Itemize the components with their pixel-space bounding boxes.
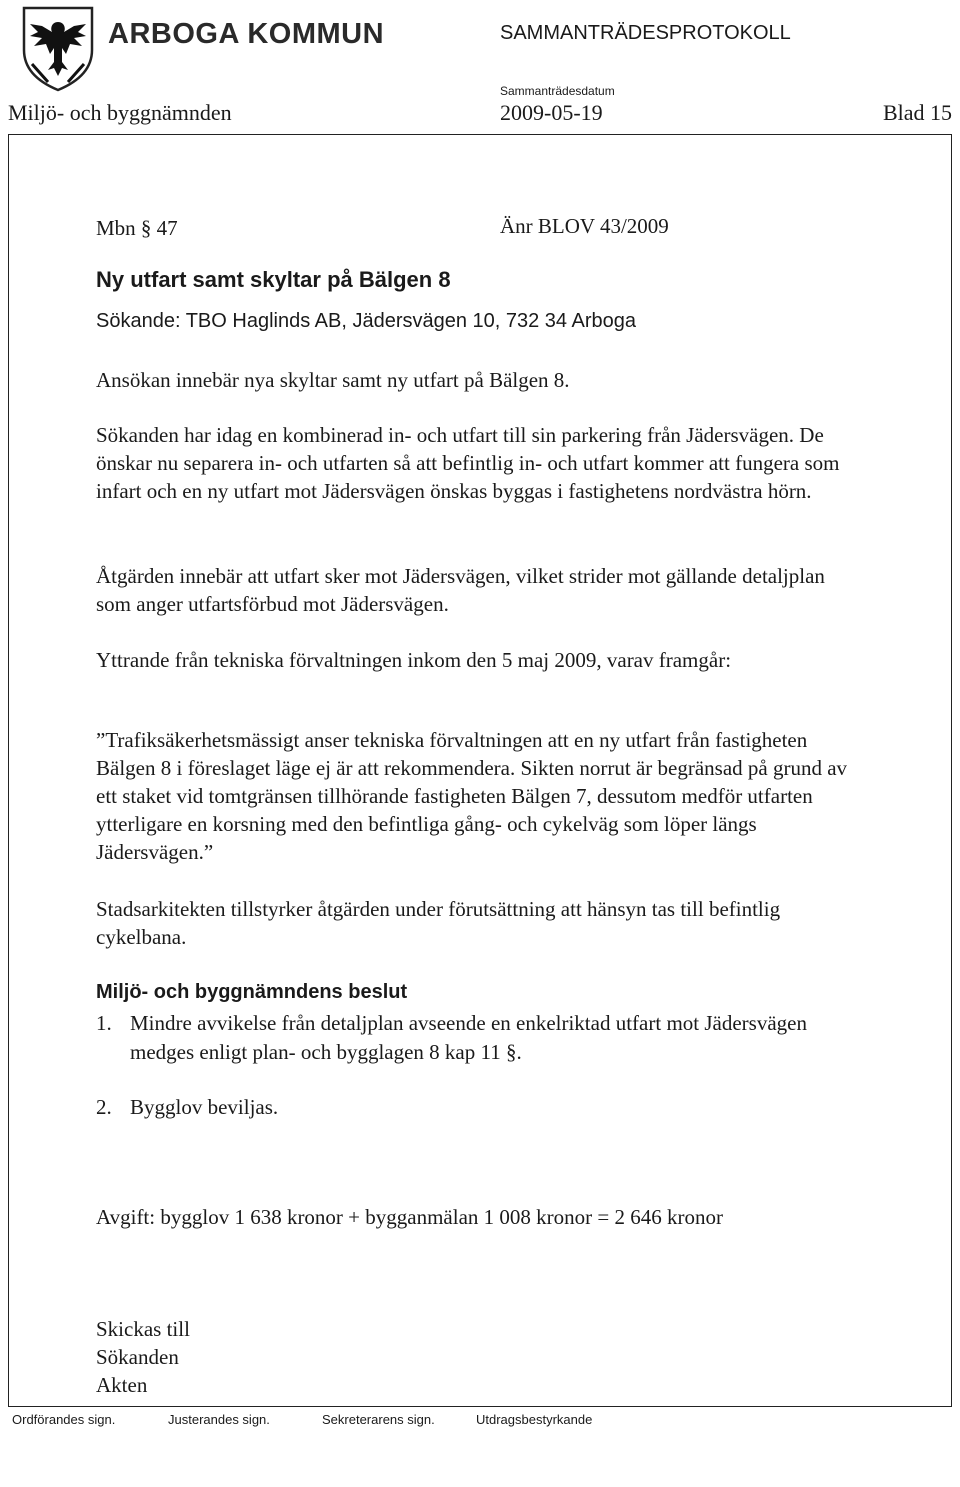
decision-item-text: Bygglov beviljas. — [130, 1095, 279, 1119]
decision-item-number: 2. — [96, 1095, 112, 1119]
fee-line: Avgift: bygglov 1 638 kronor + bygganmälan 1 008 kronor = 2 646 kronor — [96, 1205, 723, 1229]
decision-item-number: 1. — [96, 1011, 112, 1035]
decision-heading: Miljö- och byggnämndens beslut — [96, 981, 408, 1003]
signature-chair: Ordförandes sign. — [12, 1412, 116, 1427]
paragraph-plan-conflict: Åtgärden innebär att utfart sker mot Jädersvägen, vilket strider mot gällande detaljplan som anger utfartsförbud mot Jädersvägen. — [96, 564, 825, 616]
paragraph-statement-intro: Yttrande från tekniska förvaltningen inkom den 5 maj 2009, varav framgår: — [96, 648, 732, 672]
sheet-number: Blad 15 — [882, 100, 952, 125]
item-title: Ny utfart samt skyltar på Bälgen 8 — [96, 267, 451, 292]
applicant: Sökande: TBO Haglinds AB, Jädersvägen 10, 732 34 Arboga — [96, 310, 636, 332]
distribution-recipient: Sökanden — [96, 1345, 179, 1369]
distribution-label: Skickas till — [96, 1317, 190, 1341]
paragraph-reference: Mbn § 47 — [96, 216, 178, 240]
meeting-date: 2009-05-19 — [500, 100, 603, 125]
decision-item-text: Mindre avvikelse från detaljplan avseende en enkelriktad utfart mot Jädersvägen medges enligt plan- och bygglagen 8 kap 11 §. — [130, 1011, 807, 1064]
paragraph-background: Sökanden har idag en kombinerad in- och utfart till sin parkering från Jädersvägen. De önskar nu separera in- och utfarten så att befintlig in- och utfart kommer att fungera som infart och en ny utfart mot Jädersvägen önskas byggas i fastighetens nordvästra hörn. — [96, 423, 840, 503]
signature-secretary: Sekreterarens sign. — [322, 1412, 435, 1427]
decision-item — [96, 1093, 856, 1122]
distribution-recipient: Akten — [96, 1373, 148, 1397]
signature-adjuster: Justerandes sign. — [168, 1412, 270, 1427]
paragraph-architect: Stadsarkitekten tillstyrker åtgärden under förutsättning att hänsyn tas till befintlig cykelbana. — [96, 897, 781, 949]
decision-item — [96, 1009, 856, 1067]
municipality-name: ARBOGA KOMMUN — [108, 18, 385, 50]
signature-certification: Utdragsbestyrkande — [476, 1412, 593, 1427]
case-number: Änr BLOV 43/2009 — [500, 214, 669, 238]
arboga-coat-of-arms-logo — [18, 4, 98, 92]
paragraph-application: Ansökan innebär nya skyltar samt ny utfart på Bälgen 8. — [96, 368, 570, 392]
document-type: SAMMANTRÄDESPROTOKOLL — [500, 22, 791, 44]
committee-name: Miljö- och byggnämnden — [8, 100, 232, 125]
paragraph-statement-quote: ”Trafiksäkerhetsmässigt anser tekniska förvaltningen att en ny utfart från fastigheten Bälgen 8 i föreslaget läge ej är att rekommendera. Sikten norrut är begränsad på grund av ett staket vid tomtgränsen tillhörande fastigheten Bälgen 7, dessutom medför utfarten ytterligare en korsning med den befintliga gång- och cykelväg som löper längs Jädersvägen.” — [96, 728, 848, 864]
meeting-date-label: Sammanträdesdatum — [500, 84, 615, 98]
